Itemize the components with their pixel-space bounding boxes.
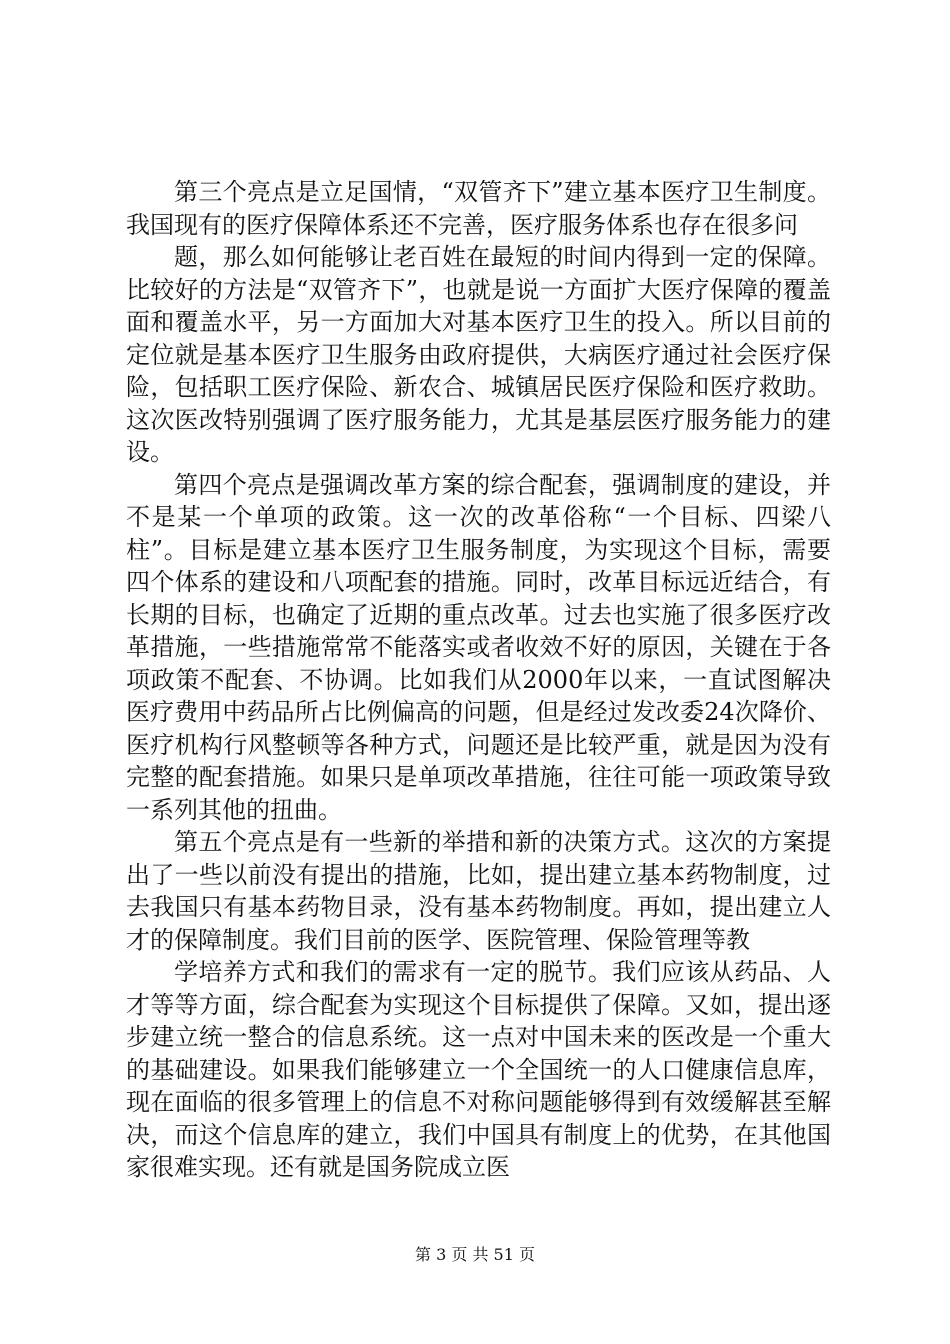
paragraph-4: 第五个亮点是有一些新的举措和新的决策方式。这次的方案提出了一些以前没有提出的措施，比如，提出建立基本药物制度，过去我国只有基本药物目录，没有基本药物制度。再如，提出建立人才的保障制度。我们目前的医学、医院管理、保险管理等教 [126, 828, 831, 954]
paragraph-5: 学培养方式和我们的需求有一定的脱节。我们应该从药品、人才等等方面，综合配套为实现这个目标提供了保障。又如，提出逐步建立统一整合的信息系统。这一点对中国未来的医改是一个重大的基础建设。如果我们能够建立一个全国统一的人口健康信息库，现在面临的很多管理上的信息不对称问题能够得到有效缓解甚至解决，而这个信息库的建立，我们中国具有制度上的优势，在其他国家很难实现。还有就是国务院成立医 [126, 958, 831, 1181]
paragraph-3: 第四个亮点是强调改革方案的综合配套，强调制度的建设，并不是某一个单项的政策。这一次的改革俗称“一个目标、四梁八柱”。目标是建立基本医疗卫生服务制度，为实现这个目标，需要四个体系的建设和八项配套的措施。同时，改革目标远近结合，有长期的目标，也确定了近期的重点改革。过去也实施了很多医疗改革措施，一些措施常常不能落实或者收效不好的原因，关键在于各项政策不配套、不协调。比如我们从2000年以来，一直试图解决医疗费用中药品所占比例偏高的问题，但是经过发改委24次降价、医疗机构行风整顿等各种方式，问题还是比较严重，就是因为没有完整的配套措施。如果只是单项改革措施，往往可能一项政策导致一系列其他的扭曲。 [126, 470, 831, 824]
paragraph-2: 题，那么如何能够让老百姓在最短的时间内得到一定的保障。比较好的方法是“双管齐下”，也就是说一方面扩大医疗保障的覆盖面和覆盖水平，另一方面加大对基本医疗卫生的投入。所以目前的定位就是基本医疗卫生服务由政府提供，大病医疗通过社会医疗保险，包括职工医疗保险、新农合、城镇居民医疗保险和医疗救助。这次医改特别强调了医疗服务能力，尤其是基层医疗服务能力的建设。 [126, 243, 831, 466]
page-number-footer: 第 3 页 共 51 页 [415, 1245, 535, 1264]
document-body [126, 176, 831, 1184]
paragraph-1: 第三个亮点是立足国情，“双管齐下”建立基本医疗卫生制度。我国现有的医疗保障体系还不完善，医疗服务体系也存在很多问 [126, 178, 831, 239]
